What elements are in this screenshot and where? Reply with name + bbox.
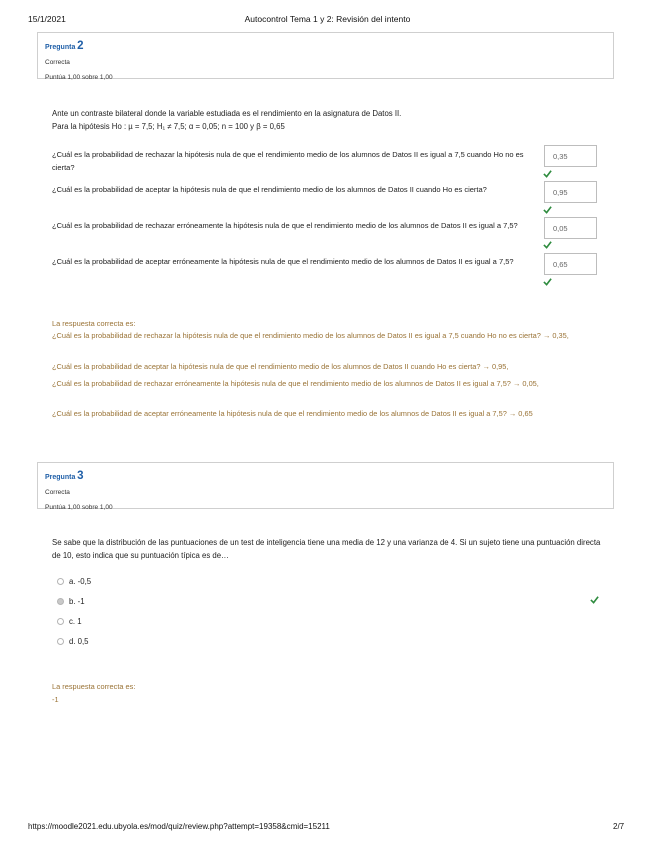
q3-score: Puntúa 1,00 sobre 1,00 — [45, 504, 113, 511]
q3-status: Correcta — [45, 489, 70, 496]
print-page-number: 2/7 — [613, 822, 625, 831]
q3-stem: Se sabe que la distribución de las puntuaciones de un test de inteligencia tiene una media de 12 y una varianza de 4. Si un sujeto tiene una puntuación directa de 10, esto indica que su puntuación típica es de… — [52, 538, 601, 560]
q3-option-c[interactable] — [57, 616, 82, 628]
radio-icon[interactable] — [57, 638, 64, 645]
print-url: https://moodle2021.edu.ubyola.es/mod/quiz/review.php?attempt=19358&cmid=15211 — [28, 822, 330, 831]
check-icon — [543, 277, 552, 286]
q2-answer-3[interactable]: 0,05 — [544, 217, 597, 239]
check-icon — [543, 240, 552, 249]
q2-score: Puntúa 1,00 sobre 1,00 — [45, 74, 113, 81]
q2-feedback-1: ¿Cuál es la probabilidad de rechazar la hipótesis nula de que el rendimiento medio de los alumnos de Datos II es igual a 7,5 cuando Ho no es cierta? → 0,35, — [52, 331, 569, 340]
q3-option-b[interactable] — [57, 596, 85, 608]
q2-answer-4[interactable]: 0,65 — [544, 253, 597, 275]
q2-item-1: ¿Cuál es la probabilidad de rechazar la hipótesis nula de que el rendimiento medio de los alumnos de Datos II es igual a 7,5 cuando Ho no es cierta? — [52, 150, 524, 172]
q3-number: 3 — [77, 470, 84, 482]
q3-option-d-label: d. 0,5 — [69, 637, 89, 646]
q2-hypothesis: Para la hipótesis Ho : µ = 7,5; H₁ ≠ 7,5; α = 0,05; n = 100 y β = 0,65 — [52, 122, 285, 131]
q2-answer-1[interactable]: 0,35 — [544, 145, 597, 167]
q3-label: Pregunta — [45, 474, 76, 481]
q2-feedback-title: La respuesta correcta es: — [52, 319, 136, 328]
q2-label: Pregunta — [45, 44, 76, 51]
q2-item-2: ¿Cuál es la probabilidad de aceptar la hipótesis nula de que el rendimiento medio de los alumnos de Datos II cuando Ho es cierta? — [52, 185, 487, 194]
q3-info-box — [37, 462, 614, 509]
q3-option-d[interactable] — [57, 636, 89, 648]
q2-item-3: ¿Cuál es la probabilidad de rechazar erróneamente la hipótesis nula de que el rendimiento medio de los alumnos de Datos II es igual a 7,5? — [52, 221, 518, 230]
q3-option-a-label: a. -0,5 — [69, 577, 92, 586]
print-date: 15/1/2021 — [28, 14, 66, 24]
radio-icon[interactable] — [57, 598, 64, 605]
q3-feedback-title: La respuesta correcta es: — [52, 682, 136, 691]
q2-item-4: ¿Cuál es la probabilidad de aceptar erróneamente la hipótesis nula de que el rendimiento medio de los alumnos de Datos II es igual a 7,5? — [52, 257, 514, 266]
check-icon — [590, 595, 599, 604]
print-title: Autocontrol Tema 1 y 2: Revisión del intento — [244, 14, 411, 24]
q2-intro: Ante un contraste bilateral donde la variable estudiada es el rendimiento en la asignatura de Datos II. — [52, 109, 402, 118]
q2-feedback-3: ¿Cuál es la probabilidad de rechazar erróneamente la hipótesis nula de que el rendimiento medio de los alumnos de Datos II es igual a 7,5? → 0,05, — [52, 379, 539, 388]
q2-info-box — [37, 32, 614, 79]
q3-feedback-answer: -1 — [52, 695, 59, 704]
radio-icon[interactable] — [57, 618, 64, 625]
radio-icon[interactable] — [57, 578, 64, 585]
q2-feedback-4: ¿Cuál es la probabilidad de aceptar erróneamente la hipótesis nula de que el rendimiento medio de los alumnos de Datos II es igual a 7,5? → 0,65 — [52, 409, 533, 418]
q2-number: 2 — [77, 40, 84, 52]
q2-answer-2[interactable]: 0,95 — [544, 181, 597, 203]
q2-feedback-2: ¿Cuál es la probabilidad de aceptar la hipótesis nula de que el rendimiento medio de los alumnos de Datos II cuando Ho es cierta? → 0,95, — [52, 362, 509, 371]
q3-option-b-label: b. -1 — [69, 597, 85, 606]
q2-status: Correcta — [45, 59, 70, 66]
check-icon — [543, 205, 552, 214]
q3-option-c-label: c. 1 — [69, 617, 82, 626]
q3-option-a[interactable] — [57, 576, 91, 588]
check-icon — [543, 169, 552, 178]
